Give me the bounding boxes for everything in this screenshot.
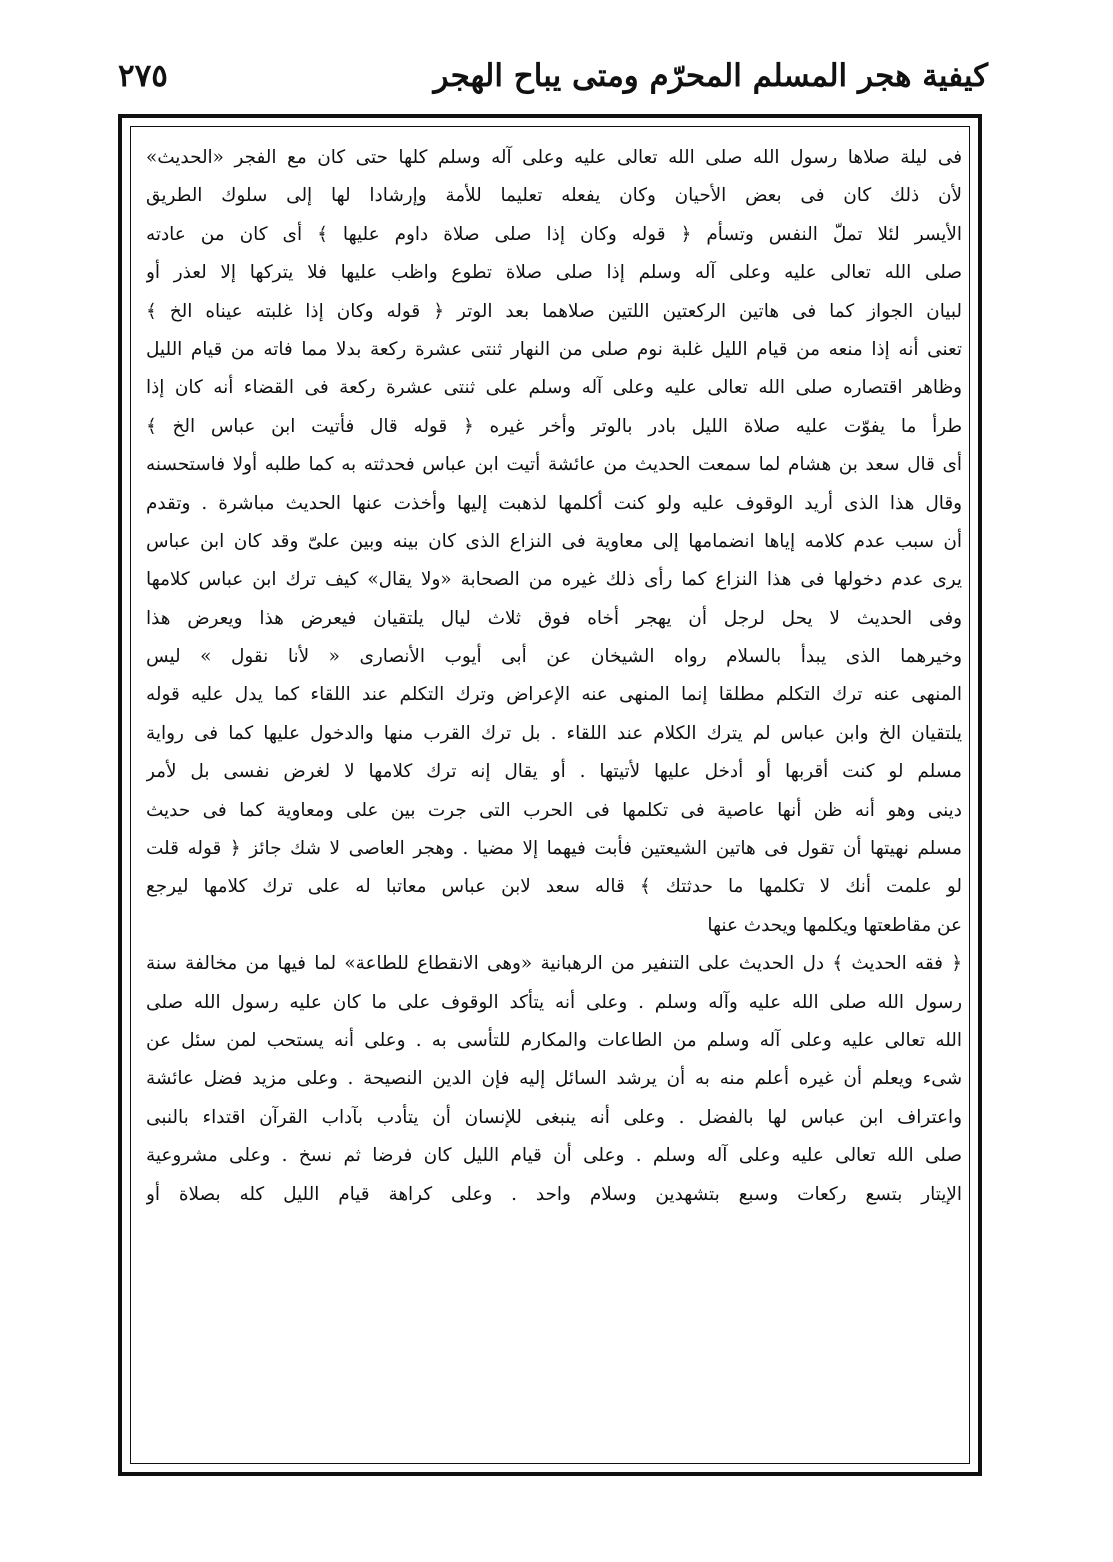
text-line: لبيان الجواز كما فى هاتين الركعتين اللتين صلاهما بعد الوتر ﴿ قوله وكان إذا غلبته عيناه الخ ﴾ (146, 300, 962, 322)
text-line: يلتقيان الخ وابن عباس لم يترك الكلام عند اللقاء . بل ترك القرب منها والدخول عليها كما فى رواية (146, 722, 962, 744)
text-line: طرأ ما يفوّت عليه صلاة الليل بادر بالوتر وأخر غيره ﴿ قوله قال فأتيت ابن عباس الخ ﴾ (146, 415, 962, 437)
text-line: المنهى عنه ترك التكلم مطلقا إنما المنهى عنه الإعراض وترك التكلم عند اللقاء كما يدل عليه قوله (146, 684, 962, 706)
text-line: صلى الله تعالى عليه وعلى آله وسلم إذا صلى صلاة تطوع واظب عليها فلا يتركها إلا لعذر أو (146, 262, 962, 284)
text-line: وظاهر اقتصاره صلى الله تعالى عليه وعلى آله وسلم على ثنتى عشرة ركعة فى القضاء أنه كان إذا (146, 377, 962, 399)
text-line: مسلم نهيتها أن تقول فى هاتين الشيعتين فأبت فيهما إلا مضيا . وهجر العاصى لا شك جائز ﴿ قوله قلت (146, 838, 962, 860)
text-line: صلى الله تعالى عليه وعلى آله وسلم . وعلى أن قيام الليل كان فرضا ثم نسخ . وعلى مشروعية (146, 1145, 962, 1167)
text-line: ﴿ فقه الحديث ﴾ دل الحديث على التنفير من الرهبانية «وهى الانقطاع للطاعة» لما فيها من مخالفة سنة (146, 953, 962, 975)
text-line: أن سبب عدم كلامه إياها انضمامها إلى معاوية فى النزاع الذى كان بينه وبين علىّ وقد كان ابن عباس (146, 530, 962, 552)
text-line: الأيسر لئلا تملّ النفس وتسأم ﴿ قوله وكان إذا صلى صلاة داوم عليها ﴾ أى كان من عادته (146, 223, 962, 245)
text-line: دينى وهو أنه ظن أنها عاصية فى تكلمها فى الحرب التى جرت بين على ومعاوية كما فى حديث (146, 799, 962, 821)
text-line: وخيرهما الذى يبدأ بالسلام رواه الشيخان عن أبى أيوب الأنصارى « لأنا نقول » ليس (146, 646, 962, 668)
text-line: لو علمت أنك لا تكلمها ما حدثتك ﴾ قاله سعد لابن عباس معاتبا له على ترك كلامها ليرجع (146, 876, 962, 898)
text-line: رسول الله صلى الله عليه وآله وسلم . وعلى أنه يتأكد الوقوف على ما كان عليه رسول الله صلى (146, 991, 962, 1013)
text-body (146, 139, 962, 1465)
text-line: يرى عدم دخولها فى هذا النزاع كما رأى ذلك غيره من الصحابة «ولا يقال» كيف ترك ابن عباس كلامها (146, 569, 962, 591)
text-line: واعتراف ابن عباس لها بالفضل . وعلى أنه ينبغى للإنسان أن يتأدب بآداب القرآن اقتداء بالنبى (146, 1106, 962, 1128)
running-title: كيفية هجر المسلم المحرّم ومتى يباح الهجر (433, 58, 988, 94)
text-line: وفى الحديث لا يحل لرجل أن يهجر أخاه فوق ثلاث ليال يلتقيان فيعرض هذا ويعرض هذا (146, 607, 962, 629)
text-line: أى قال سعد بن هشام لما سمعت الحديث من عائشة أتيت ابن عباس فحدثته به كما طلبه أولا فاستحسنه (146, 454, 962, 476)
text-line: تعنى أنه إذا منعه من قيام الليل غلبة نوم صلى من النهار ثنتى عشرة ركعة بدلا مما فاته من قيام الليل (146, 338, 962, 360)
text-line: فى ليلة صلاها رسول الله صلى الله تعالى عليه وعلى آله وسلم كلها حتى كان مع الفجر «الحديث» (146, 147, 962, 168)
page-number: ٢٧٥ (118, 58, 168, 94)
text-line: وقال هذا الذى أريد الوقوف عليه ولو كنت أكلمها لذهبت إليها وأخذت عنها الحديث مباشرة . وتقدم (146, 492, 962, 514)
text-line: لأن ذلك كان فى بعض الأحيان وكان يفعله تعليما للأمة وإرشادا لها إلى سلوك الطريق (146, 185, 962, 207)
text-line: الله تعالى عليه وعلى آله وسلم من الطاعات والمكارم للتأسى به . وعلى أنه يستحب لمن سئل عن (146, 1029, 962, 1051)
page-header (118, 48, 988, 110)
paragraph-end-line: عن مقاطعتها ويكلمها ويحدث عنها (707, 914, 962, 936)
text-line: الإيتار بتسع ركعات وسبع بتشهدين وسلام واحد . وعلى كراهة قيام الليل كله بصلاة أو (146, 1183, 962, 1205)
text-line: شىء ويعلم أن غيره أعلم منه به أن يرشد السائل إليه فإن الدين النصيحة . وعلى مزيد فضل عائشة (146, 1068, 962, 1090)
text-line: مسلم لو كنت أقربها أو أدخل عليها لأتيتها . أو يقال إنه ترك كلامها لا لغرض نفسى بل لأمر (146, 761, 962, 783)
